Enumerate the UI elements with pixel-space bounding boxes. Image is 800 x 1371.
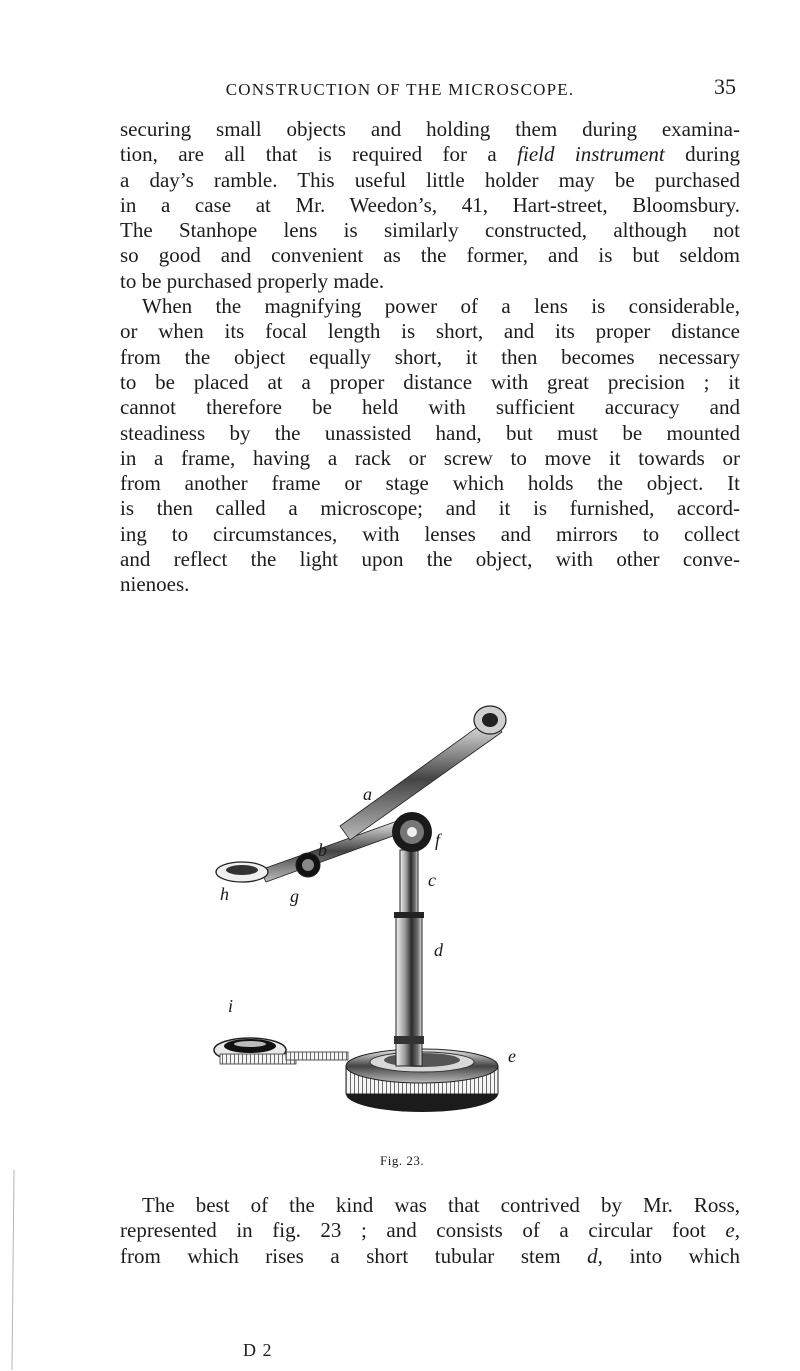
text-line: to be purchased properly made. [120, 268, 385, 293]
text-span: from which rises a short tubular stem [120, 1243, 561, 1268]
text-line: from the object equally short, it then becomes necessary [120, 344, 740, 369]
text-line: in a case at Mr. Weedon’s, 41, Hart-street, Bloomsbury. [120, 192, 740, 217]
text-span: into which [629, 1243, 740, 1268]
text-line: cannot therefore be held with sufficient accuracy and [120, 395, 740, 420]
paragraph-1 [120, 117, 740, 598]
text-line: nienoes. [120, 572, 190, 597]
figure-caption: Fig. 23. [380, 1153, 425, 1168]
italic-term: field instrument [517, 142, 665, 167]
label-b: b [318, 840, 327, 860]
stage-arm [216, 820, 404, 882]
pivot-joint [392, 812, 432, 852]
text-line: to be placed at a proper distance with great precision ; it [120, 369, 740, 394]
label-a: a [363, 784, 372, 804]
page-number: 35 [714, 74, 736, 99]
mirror [214, 1038, 348, 1064]
label-i: i [228, 996, 234, 1016]
text-line: steadiness by the unassisted hand, but must be mounted [120, 420, 740, 445]
text-line: so good and convenient as the former, and is but seldom [120, 243, 740, 268]
label-c: c [428, 870, 436, 890]
italic-var: d, [587, 1243, 603, 1268]
running-head: CONSTRUCTION OF THE MICROSCOPE. [225, 80, 575, 99]
text-line: and reflect the light upon the object, with other conve- [120, 547, 740, 572]
page-edge-shadow [0, 1170, 30, 1370]
text-line: from another frame or stage which holds the object. It [120, 471, 740, 496]
paragraph-3 [120, 1193, 740, 1269]
label-f: f [435, 830, 441, 850]
text-line: The best of the kind was that contrived by Mr. Ross, [142, 1193, 740, 1217]
italic-var: e, [725, 1218, 740, 1243]
signature-mark: D 2 [243, 1340, 273, 1360]
text-line: The Stanhope lens is similarly constructed, although not [120, 218, 740, 243]
text-line: ing to circumstances, with lenses and mirrors to collect [120, 521, 740, 546]
text-line: securing small objects and holding them during examina- [120, 117, 740, 141]
label-h: h [220, 884, 229, 904]
text-line: a day’s ramble. This useful little holder may be purchased [120, 167, 740, 192]
text-line: is then called a microscope; and it is furnished, accord- [120, 496, 740, 521]
text-span: tion, are all that is required for [120, 142, 467, 167]
label-d: d [434, 940, 443, 960]
text-line: in a frame, having a rack or screw to move it towards or [120, 445, 740, 470]
text-line: or when its focal length is short, and its proper distance [120, 319, 740, 344]
label-e: e [508, 1046, 516, 1066]
text-line [120, 1244, 740, 1269]
text-line [120, 142, 740, 167]
text-span: a [487, 142, 497, 167]
text-line: When the magnifying power of a lens is considerable, [142, 294, 740, 319]
tubular-stem [394, 850, 424, 1066]
label-g: g [290, 886, 299, 906]
text-span: represented in fig. 23 ; and consists of a circular foot [120, 1218, 706, 1243]
text-span: during [685, 142, 740, 167]
text-line [120, 1218, 740, 1243]
microscope-illustration [190, 700, 520, 1120]
